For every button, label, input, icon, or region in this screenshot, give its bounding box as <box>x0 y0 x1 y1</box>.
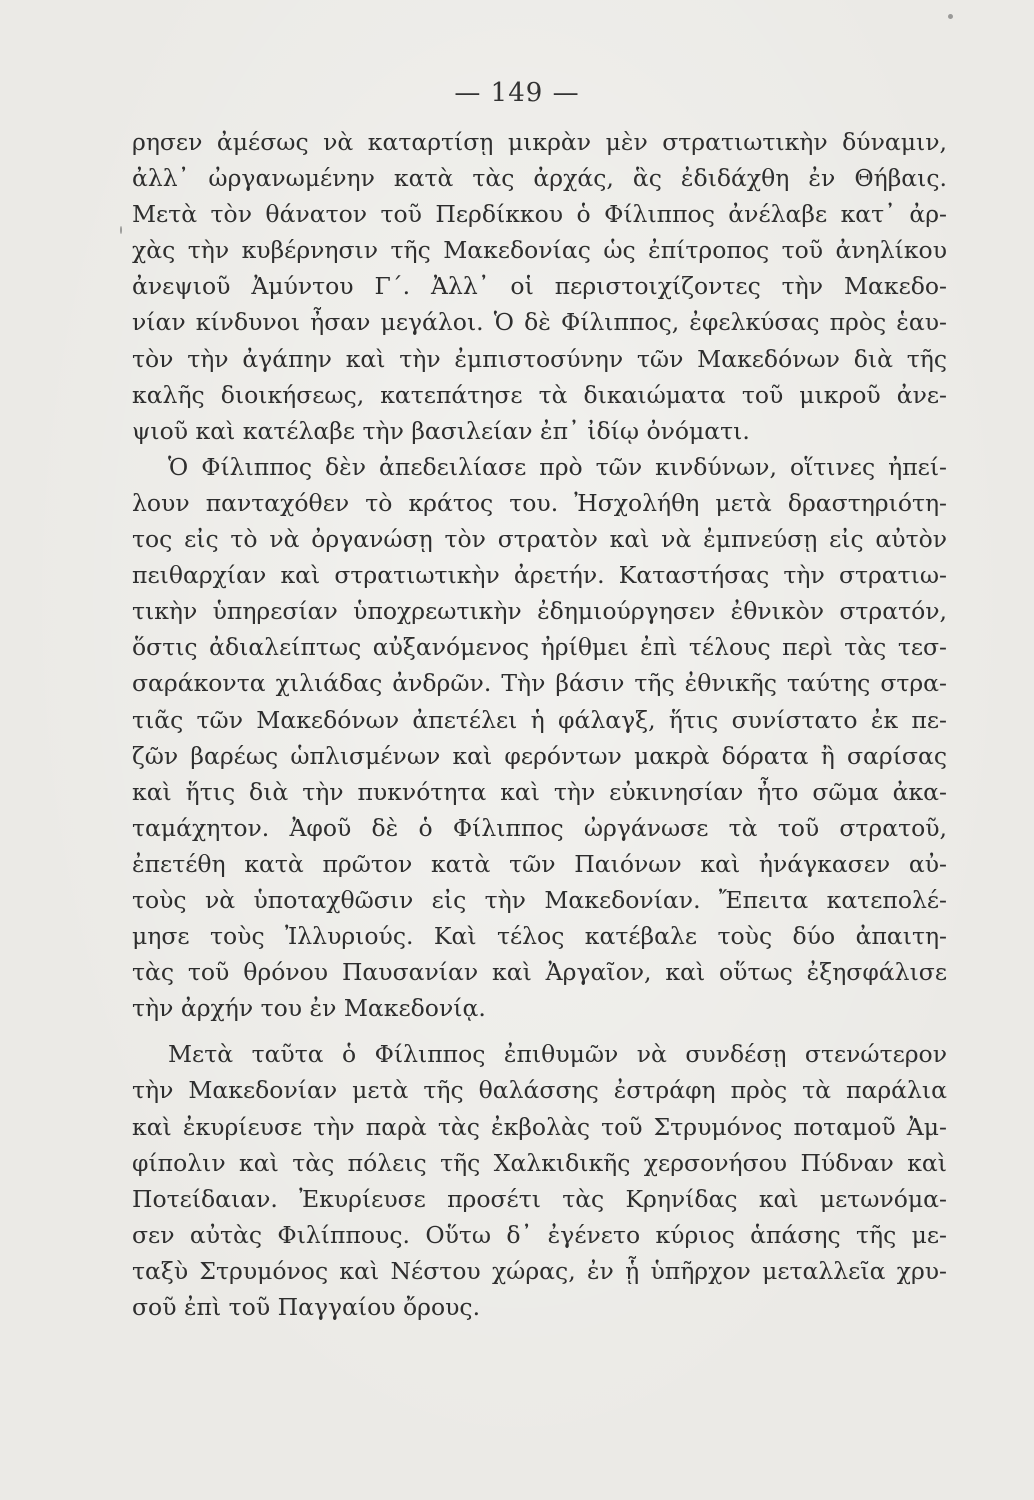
text-line: χὰς τὴν κυβέρνησιν τῆς Μακεδονίας ὡς ἐπίτροπος τοῦ ἀνηλίκου <box>132 236 947 265</box>
text-line: ὅστις ἀδιαλείπτως αὐξανόμενος ἠρίθμει ἐπὶ τέλους περὶ τὰς τεσ- <box>132 633 947 662</box>
text-line: καὶ ἥτις διὰ τὴν πυκνότητα καὶ τὴν εὐκινησίαν ἦτο σῶμα ἀκα- <box>132 777 947 806</box>
text-line: σοῦ ἐπὶ τοῦ Παγγαίου ὄρους. <box>132 1293 481 1321</box>
text-line: ζῶν βαρέως ὡπλισμένων καὶ φερόντων μακρὰ δόρατα ἢ σαρίσας <box>132 741 947 770</box>
text-line: ἀνεψιοῦ Ἀμύντου Γ΄. Ἀλλ᾽ οἱ περιστοιχίζοντες τὴν Μακεδο- <box>132 272 947 301</box>
text-line: ψιοῦ καὶ κατέλαβε τὴν βασιλείαν ἐπ᾽ ἰδίῳ ὀνόματι. <box>132 416 750 445</box>
text-line: ἐπετέθη κατὰ πρῶτον κατὰ τῶν Παιόνων καὶ ἠνάγκασεν αὐ- <box>132 849 947 878</box>
text-line: ρησεν ἀμέσως νὰ καταρτίσῃ μικρὰν μὲν στρατιωτικὴν δύναμιν, <box>132 128 947 156</box>
paragraph-gap <box>132 1026 947 1036</box>
body-text <box>132 124 947 1325</box>
text-line: ταμάχητον. Ἀφοῦ δὲ ὁ Φίλιππος ὠργάνωσε τὰ τοῦ στρατοῦ, <box>132 813 947 842</box>
text-line: καὶ ἐκυρίευσε τὴν παρὰ τὰς ἐκβολὰς τοῦ Στρυμόνος ποταμοῦ Ἀμ- <box>132 1112 947 1141</box>
text-line: μησε τοὺς Ἰλλυριούς. Καὶ τέλος κατέβαλε τοὺς δύο ἀπαιτη- <box>132 922 947 951</box>
text-line: τὰς τοῦ θρόνου Παυσανίαν καὶ Ἀργαῖον, καὶ οὕτως ἐξησφάλισε <box>132 958 947 987</box>
text-line: ταξὺ Στρυμόνος καὶ Νέστου χώρας, ἐν ᾗ ὑπῆρχον μεταλλεῖα χρυ- <box>132 1256 947 1285</box>
text-line: πειθαρχίαν καὶ στρατιωτικὴν ἀρετήν. Καταστήσας τὴν στρατιω- <box>132 561 947 590</box>
paragraph-2 <box>132 449 947 1027</box>
text-line: σαράκοντα χιλιάδας ἀνδρῶν. Τὴν βάσιν τῆς ἐθνικῆς ταύτης στρα- <box>132 669 947 698</box>
paper-speck <box>948 14 953 19</box>
text-line: νίαν κίνδυνοι ἦσαν μεγάλοι. Ὁ δὲ Φίλιππος, ἐφελκύσας πρὸς ἑαυ- <box>132 308 947 337</box>
text-line: τικὴν ὑπηρεσίαν ὑποχρεωτικὴν ἐδημιούργησεν ἐθνικὸν στρατόν, <box>132 597 947 626</box>
text-line: καλῆς διοικήσεως, κατεπάτησε τὰ δικαιώματα τοῦ μικροῦ ἀνε- <box>132 380 947 409</box>
text-line: τοὺς νὰ ὑποταχθῶσιν εἰς τὴν Μακεδονίαν. Ἔπειτα κατεπολέ- <box>132 885 947 914</box>
text-line: Μετὰ τὸν θάνατον τοῦ Περδίκκου ὁ Φίλιππος ἀνέλαβε κατ᾽ ἀρ- <box>132 200 947 229</box>
text-line: τὴν Μακεδονίαν μετὰ τῆς θαλάσσης ἐστράφη πρὸς τὰ παράλια <box>132 1076 947 1105</box>
text-line: τιᾶς τῶν Μακεδόνων ἀπετέλει ἡ φάλαγξ, ἥτις συνίστατο ἐκ πε- <box>132 705 947 734</box>
text-line: λουν πανταχόθεν τὸ κράτος του. Ἠσχολήθη μετὰ δραστηριότη- <box>132 488 947 517</box>
text-line: τὸν τὴν ἀγάπην καὶ τὴν ἐμπιστοσύνην τῶν Μακεδόνων διὰ τῆς <box>132 344 947 373</box>
text-line: φίπολιν καὶ τὰς πόλεις τῆς Χαλκιδικῆς χερσονήσου Πύδναν καὶ <box>132 1148 947 1177</box>
paper-speck <box>120 226 122 234</box>
paragraph-3 <box>132 1036 947 1325</box>
text-line: Ὁ Φίλιππος δὲν ἀπεδειλίασε πρὸ τῶν κινδύνων, οἵτινες ἠπεί- <box>168 452 947 481</box>
text-line: τὴν ἀρχήν του ἐν Μακεδονίᾳ. <box>132 994 486 1023</box>
text-line: ἀλλ᾽ ὠργανωμένην κατὰ τὰς ἀρχάς, ἃς ἐδιδάχθη ἐν Θήβαις. <box>132 164 947 193</box>
text-line: σεν αὐτὰς Φιλίππους. Οὕτω δ᾽ ἐγένετο κύριος ἁπάσης τῆς με- <box>132 1220 947 1249</box>
paragraph-1 <box>132 124 947 449</box>
text-line: Μετὰ ταῦτα ὁ Φίλιππος ἐπιθυμῶν νὰ συνδέσῃ στενώτερον <box>168 1040 947 1069</box>
text-line: Ποτείδαιαν. Ἐκυρίευσε προσέτι τὰς Κρηνίδας καὶ μετωνόμα- <box>132 1184 947 1213</box>
page-number: — 149 — <box>454 78 580 108</box>
text-line: τος εἰς τὸ νὰ ὀργανώσῃ τὸν στρατὸν καὶ νὰ ἐμπνεύσῃ εἰς αὐτὸν <box>132 525 947 554</box>
